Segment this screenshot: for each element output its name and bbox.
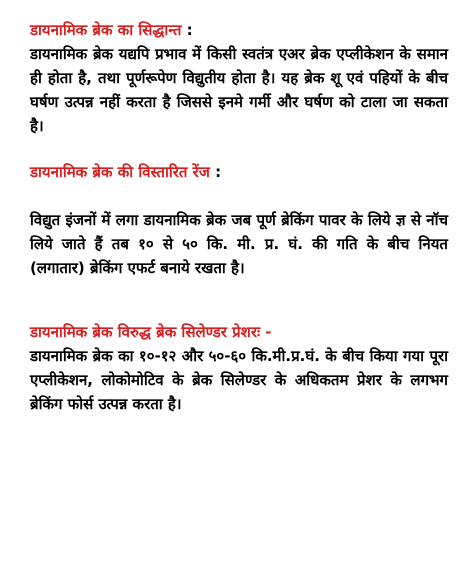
section-body-principle: डायनामिक ब्रेक यद्यपि प्रभाव में किसी स्वतंत्र एअर ब्रेक एप्लीकेशन के समान ही होता है, तथा पूर्णरूपेण विद्युतीय होता है। यह ब्रेक शू एवं पहियों के बीच घर्षण उत्पन्न नहीं करता है जिससे इनमे गर्मी और घर्षण को टाला जा सकता है। [30, 45, 448, 135]
section-body-extended-range: विद्युत इंजनों में लगा डायनामिक ब्रेक जब पूर्ण ब्रेकिंग पावर के लिये ज्ञ से नॉच लिये जाते हैं तब १० से ५० कि. मी. प्र. घं. की गति के बीच नियत (लगातार) ब्रेकिंग एफर्ट बनाये रखता है। [30, 211, 448, 277]
heading-colon: : [215, 163, 222, 181]
section-body-vs-brake-cylinder: डायनामिक ब्रेक का १०-१२ और ५०-६० कि.मी.प्र.घं. के बीच किया गया पूरा एप्लीकेशन, लोकोमोटिव के ब्रेक सिलेण्डर के अधिकतम प्रेशर के लगभग ब्रेकिंग फोर्स उत्पन्न करता है। [30, 347, 448, 413]
heading-text: डायनामिक ब्रेक का सिद्धान्त [30, 21, 182, 39]
document-body [30, 18, 448, 416]
heading-text: डायनामिक ब्रेक विरुद्ध ब्रेक सिलेण्डर प्रेशरः - [30, 323, 272, 341]
heading-colon: : [186, 21, 193, 39]
section-heading-vs-brake-cylinder [30, 320, 448, 344]
heading-text: डायनामिक ब्रेक की विस्तारित रेंज [30, 163, 210, 181]
section-heading-extended-range [30, 160, 448, 184]
section-heading-principle [30, 18, 448, 42]
